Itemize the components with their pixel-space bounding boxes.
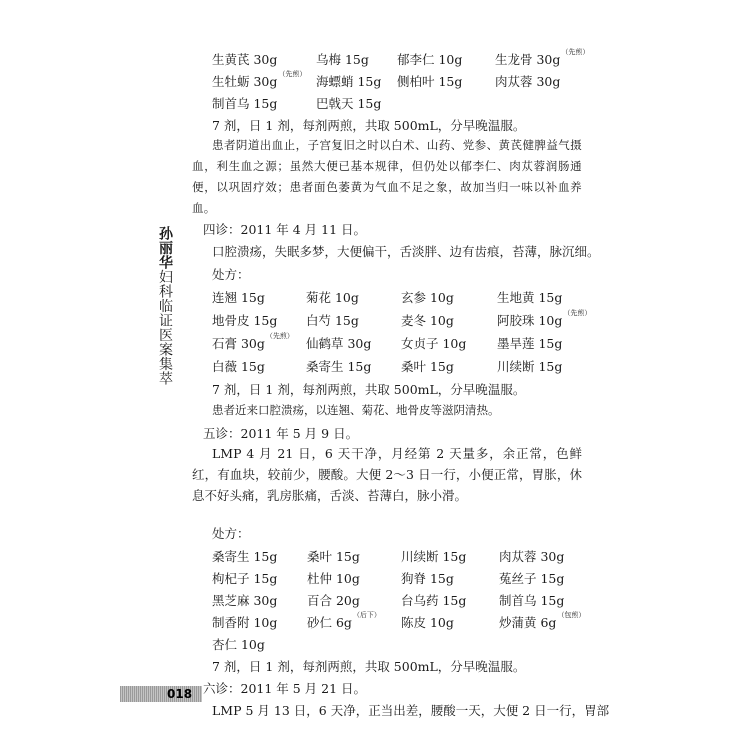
herb-item: 枸杞子 15g	[212, 571, 278, 586]
case-commentary: 患者阴道出血止，子宫复旧之时以白术、山药、党参、黄芪健脾益气摄血，利生血之源；虽然大便已基本规律，但仍处以郁李仁、肉苁蓉润肠通便，以巩固疗效；患者面色萎黄为气血不足之象，故加当归一味以补血养血。	[192, 138, 582, 215]
herb-item: 生黄芪 30g	[212, 52, 278, 67]
page-number: 018	[167, 687, 193, 701]
herb-item: 白薇 15g	[212, 359, 265, 374]
herb-item: 菊花 10g	[306, 290, 359, 305]
symptom-description: LMP 4 月 21 日，6 天干净，月经第 2 天量多，余正常，色鲜红，有血块，较前少，腰酸。大便 2～3 日一行，小便正常，胃胀，休息不好头痛，乳房胀痛，舌淡、苔薄白，脉小滑。	[192, 446, 582, 503]
herb-item: 杜仲 10g	[307, 571, 360, 586]
herb-item: 连翘 15g	[212, 290, 265, 305]
symptom-description: 口腔溃疡，失眠多梦，大便偏干，舌淡胖、边有齿痕，苔薄，脉沉细。	[212, 244, 600, 259]
herb-note: （包煎）	[557, 611, 586, 619]
herb-item: 侧柏叶 15g	[397, 74, 463, 89]
herb-item: 砂仁 6g$^{(后下)}$	[307, 611, 381, 630]
herb-item: 制香附 10g	[212, 615, 278, 630]
herb-item: 地骨皮 15g	[212, 313, 278, 328]
herb-item: 阿胶珠 10g$^{(先煎)}$	[497, 309, 592, 328]
herb-item: 玄参 10g	[401, 290, 454, 305]
symptom-description: LMP 5 月 13 日，6 天净，正当出差，腰酸一天，大便 2 日一行，胃部	[212, 703, 610, 718]
herb-item: 生地黄 15g	[497, 290, 563, 305]
herb-item: 女贞子 10g	[401, 336, 467, 351]
herb-item: 炒蒲黄 6g$^{(包煎)}$	[499, 611, 586, 630]
herb-item: 肉苁蓉 30g	[495, 74, 561, 89]
herb-note: （先煎）	[561, 48, 590, 56]
herb-item: 生牡蛎 30g$^{(先煎)}$	[212, 70, 307, 89]
herb-item: 桑寄生 15g	[212, 549, 278, 564]
herb-item: 墨旱莲 15g	[497, 336, 563, 351]
herb-item: 白芍 15g	[306, 313, 359, 328]
herb-item: 巴戟天 15g	[316, 96, 382, 111]
herb-item: 乌梅 15g	[316, 52, 369, 67]
herb-item: 制首乌 15g	[499, 593, 565, 608]
herb-item: 制首乌 15g	[212, 96, 278, 111]
herb-item: 狗脊 15g	[401, 571, 454, 586]
herb-item: 陈皮 10g	[401, 615, 454, 630]
case-commentary: 患者近来口腔溃疡，以连翘、菊花、地骨皮等滋阴清热。	[212, 403, 500, 417]
herb-item: 郁李仁 10g	[397, 52, 463, 67]
dosage-instruction: 7 剂，日 1 剂，每剂两煎，共取 500mL，分早晚温服。	[212, 118, 526, 133]
herb-item: 杏仁 10g	[212, 637, 265, 652]
herb-item: 菟丝子 15g	[499, 571, 565, 586]
dosage-instruction: 7 剂，日 1 剂，每剂两煎，共取 500mL，分早晚温服。	[212, 382, 526, 397]
herb-note: （先煎）	[265, 332, 294, 340]
visit-heading: 六诊：2011 年 5 月 21 日。	[203, 681, 367, 696]
herb-item: 肉苁蓉 30g	[499, 549, 565, 564]
prescription-label: 处方：	[212, 526, 250, 541]
herb-item: 百合 20g	[307, 593, 360, 608]
herb-item: 桑叶 15g	[307, 549, 360, 564]
herb-note: （先煎）	[563, 309, 592, 317]
herb-item: 桑寄生 15g	[306, 359, 372, 374]
herb-item: 麦冬 10g	[401, 313, 454, 328]
herb-item: 台乌药 15g	[401, 593, 467, 608]
herb-item: 桑叶 15g	[401, 359, 454, 374]
visit-heading: 五诊：2011 年 5 月 9 日。	[203, 426, 359, 441]
visit-heading: 四诊：2011 年 4 月 11 日。	[203, 222, 367, 237]
herb-note: （后下）	[352, 611, 381, 619]
prescription-label: 处方：	[212, 267, 250, 282]
herb-note: （先煎）	[278, 70, 307, 78]
herb-item: 川续断 15g	[497, 359, 563, 374]
dosage-instruction: 7 剂，日 1 剂，每剂两煎，共取 500mL，分早晚温服。	[212, 659, 526, 674]
herb-item: 海螵蛸 15g	[316, 74, 382, 89]
side-book-title: 妇科临证医案集萃	[157, 269, 173, 386]
side-author: 孙丽华	[157, 226, 173, 270]
herb-item: 石膏 30g$^{(先煎)}$	[212, 332, 294, 351]
herb-item: 川续断 15g	[401, 549, 467, 564]
herb-item: 仙鹤草 30g	[306, 336, 372, 351]
herb-item: 黑芝麻 30g	[212, 593, 278, 608]
side-title	[150, 226, 172, 386]
herb-item: 生龙骨 30g$^{(先煎)}$	[495, 48, 590, 67]
